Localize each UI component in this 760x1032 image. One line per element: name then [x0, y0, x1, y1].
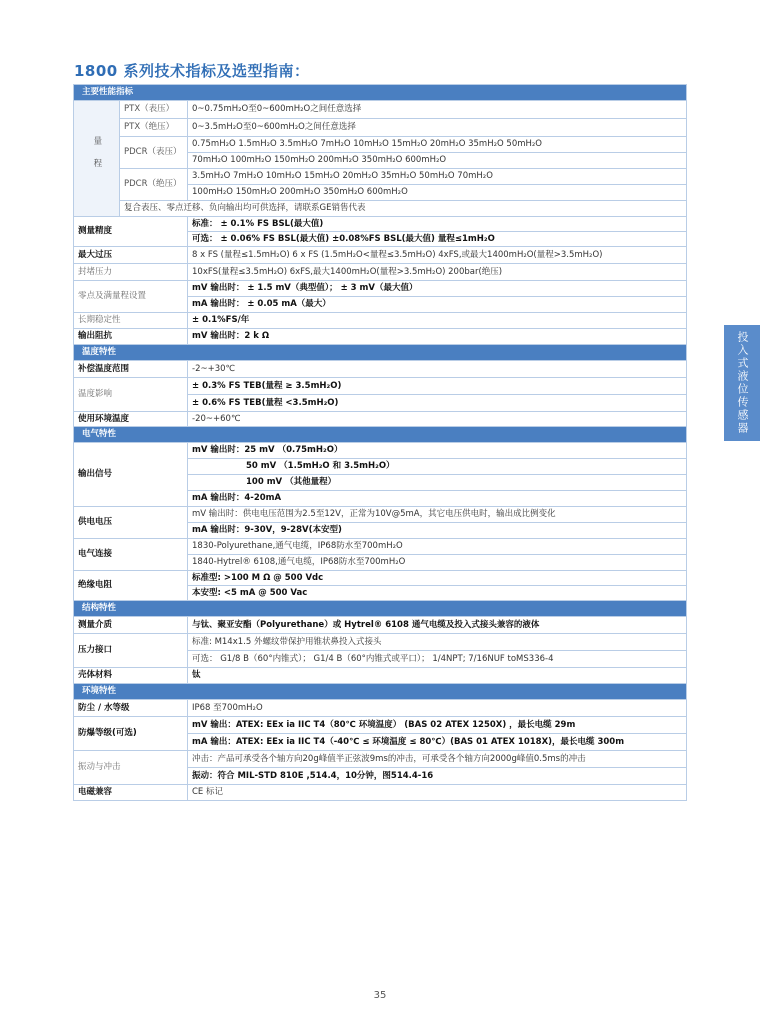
row-value: 可选： G1/8 B（60°内锥式）； G1/4 B（60°内锥式或平口）； 1/4NPT; 7/16NUF toMS336-4 [188, 651, 687, 668]
row-value: 50 mV （1.5mH₂O 和 3.5mH₂O） [188, 459, 687, 475]
row-value: 钛 [188, 668, 687, 684]
row-value: 本安型: <5 mA @ 500 Vac [188, 586, 687, 601]
row-label: 防爆等级(可选) [74, 717, 188, 751]
table-row [74, 264, 687, 281]
row-label: 测量精度 [74, 217, 188, 247]
row-value: 3.5mH₂O 7mH₂O 10mH₂O 15mH₂O 20mH₂O 35mH₂O 50mH₂O 70mH₂O [188, 169, 687, 185]
table-row [74, 507, 687, 523]
row-label: PTX（表压） [120, 101, 188, 119]
row-value: 0~3.5mH₂O至0~600mH₂O之间任意选择 [188, 119, 687, 137]
row-value: CE 标记 [188, 785, 687, 801]
table-row [74, 634, 687, 651]
table-row [74, 785, 687, 801]
row-value: mA 输出：ATEX: EEx ia IIC T4（-40℃ ≤ 环境温度 ≤ 80℃）(BAS 01 ATEX 1018X)，最长电缆 300m [188, 734, 687, 751]
page-title: 1800 系列技术指标及选型指南： [74, 62, 310, 80]
row-value: -20~+60℃ [188, 412, 687, 427]
row-label: 补偿温度范围 [74, 361, 188, 378]
section-title: 温度特性 [74, 345, 687, 361]
row-label: 防尘 / 水等级 [74, 700, 188, 717]
row-value: mV 输出时：2 k Ω [188, 329, 687, 345]
row-value: 可选： ± 0.06% FS BSL(最大值) ±0.08%FS BSL(最大值) 量程≤1mH₂O [188, 232, 687, 247]
row-label: 供电电压 [74, 507, 188, 539]
row-label: 温度影响 [74, 378, 188, 412]
row-value: mA 输出时： ± 0.05 mA（最大） [188, 297, 687, 313]
row-value: 1840-Hytrel® 6108,通气电缆，IP68防水至700mH₂O [188, 555, 687, 571]
row-value: 70mH₂O 100mH₂O 150mH₂O 200mH₂O 350mH₂O 600mH₂O [188, 153, 687, 169]
row-label: 长期稳定性 [74, 313, 188, 329]
table-row [74, 539, 687, 555]
row-value: -2~+30℃ [188, 361, 687, 378]
row-value: 100mH₂O 150mH₂O 200mH₂O 350mH₂O 600mH₂O [188, 185, 687, 201]
section-elec-header [74, 427, 687, 443]
section-title: 环境特性 [74, 684, 687, 700]
table-row [74, 751, 687, 768]
row-label: 电气连接 [74, 539, 188, 571]
row-label: 零点及满量程设置 [74, 281, 188, 313]
row-label: 封堵压力 [74, 264, 188, 281]
row-label: PTX（绝压） [120, 119, 188, 137]
row-value: ± 0.6% FS TEB(量程 <3.5mH₂O) [188, 395, 687, 412]
row-value: mA 输出时：4-20mA [188, 491, 687, 507]
table-row [74, 247, 687, 264]
section-main-header [74, 85, 687, 101]
row-label: PDCR（绝压） [120, 169, 188, 201]
table-row [74, 361, 687, 378]
row-value: 标准： ± 0.1% FS BSL(最大值) [188, 217, 687, 232]
table-row [74, 378, 687, 395]
table-row [74, 329, 687, 345]
row-value: mA 输出时：9-30V，9-28V(本安型) [188, 523, 687, 539]
row-value: 与钛、聚亚安酯（Polyurethane）或 Hytrel® 6108 通气电缆及投入式接头兼容的液体 [188, 617, 687, 634]
table-row [74, 169, 687, 185]
table-row [74, 668, 687, 684]
row-value: 100 mV （其他量程） [188, 475, 687, 491]
row-value: 冲击：产品可承受各个轴方向20g峰值半正弦波9ms的冲击，可承受各个轴方向2000g峰值0.5ms的冲击 [188, 751, 687, 768]
table-row [74, 281, 687, 297]
table-row [74, 137, 687, 153]
row-label: 壳体材料 [74, 668, 188, 684]
page-number: 35 [373, 990, 387, 1001]
table-row [74, 571, 687, 586]
row-label: 电磁兼容 [74, 785, 188, 801]
row-value: mV 输出：ATEX: EEx ia IIC T4（80℃ 环境温度） (BAS 02 ATEX 1250X) ，最长电缆 29m [188, 717, 687, 734]
row-value: 10xFS(量程≤3.5mH₂O) 6xFS,最大1400mH₂O(量程>3.5mH₂O) 200bar(绝压) [188, 264, 687, 281]
row-label: 使用环境温度 [74, 412, 188, 427]
row-value: 标准型: >100 M Ω @ 500 Vdc [188, 571, 687, 586]
row-value: ± 0.3% FS TEB(量程 ≥ 3.5mH₂O) [188, 378, 687, 395]
row-value: 标准: M14x1.5 外螺纹带保护用锥状鼻投入式接头 [188, 634, 687, 651]
row-value: 0.75mH₂O 1.5mH₂O 3.5mH₂O 7mH₂O 10mH₂O 15mH₂O 20mH₂O 35mH₂O 50mH₂O [188, 137, 687, 153]
row-value: 0~0.75mH₂O至0~600mH₂O之间任意选择 [188, 101, 687, 119]
row-value: 8 x FS (量程≤1.5mH₂O) 6 x FS (1.5mH₂O<量程≤3.5mH₂O) 4xFS,或最大1400mH₂O(量程>3.5mH₂O) [188, 247, 687, 264]
row-label: 输出阻抗 [74, 329, 188, 345]
row-value: 振动：符合 MIL-STD 810E ,514.4，10分钟，图514.4-16 [188, 768, 687, 785]
range-label: 量程 [91, 136, 102, 181]
row-label: 绝缘电阻 [74, 571, 188, 601]
row-value: IP68 至700mH₂O [188, 700, 687, 717]
table-row [74, 313, 687, 329]
row-value: mV 输出时： ± 1.5 mV（典型值）； ± 3 mV（最大值） [188, 281, 687, 297]
row-label: 测量介质 [74, 617, 188, 634]
row-value: ± 0.1%FS/年 [188, 313, 687, 329]
row-label: PDCR（表压） [120, 137, 188, 169]
range-label-cell [74, 101, 120, 217]
table-row [74, 412, 687, 427]
row-label: 振动与冲击 [74, 751, 188, 785]
spec-table [73, 84, 687, 801]
table-row [74, 217, 687, 232]
row-label: 最大过压 [74, 247, 188, 264]
section-title: 结构特性 [74, 601, 687, 617]
section-struct-header [74, 601, 687, 617]
section-title: 主要性能指标 [74, 85, 687, 101]
row-value: mV 输出时：25 mV （0.75mH₂O） [188, 443, 687, 459]
side-tab: 投入式液位传感器 [724, 325, 760, 441]
row-value: 1830-Polyurethane,通气电缆，IP68防水至700mH₂O [188, 539, 687, 555]
section-env-header [74, 684, 687, 700]
table-row [74, 700, 687, 717]
row-label: 压力接口 [74, 634, 188, 668]
table-row [74, 443, 687, 459]
row-value: mV 输出时：供电电压范围为2.5至12V，正常为10V@5mA，其它电压供电时，输出成比例变化 [188, 507, 687, 523]
table-row [74, 201, 687, 217]
row-value: 复合表压、零点迁移、负向输出均可供选择，请联系GE销售代表 [120, 201, 687, 217]
section-temp-header [74, 345, 687, 361]
section-title: 电气特性 [74, 427, 687, 443]
table-row [74, 119, 687, 137]
table-row [74, 101, 687, 119]
table-row [74, 617, 687, 634]
row-label: 输出信号 [74, 443, 188, 507]
table-row [74, 717, 687, 734]
